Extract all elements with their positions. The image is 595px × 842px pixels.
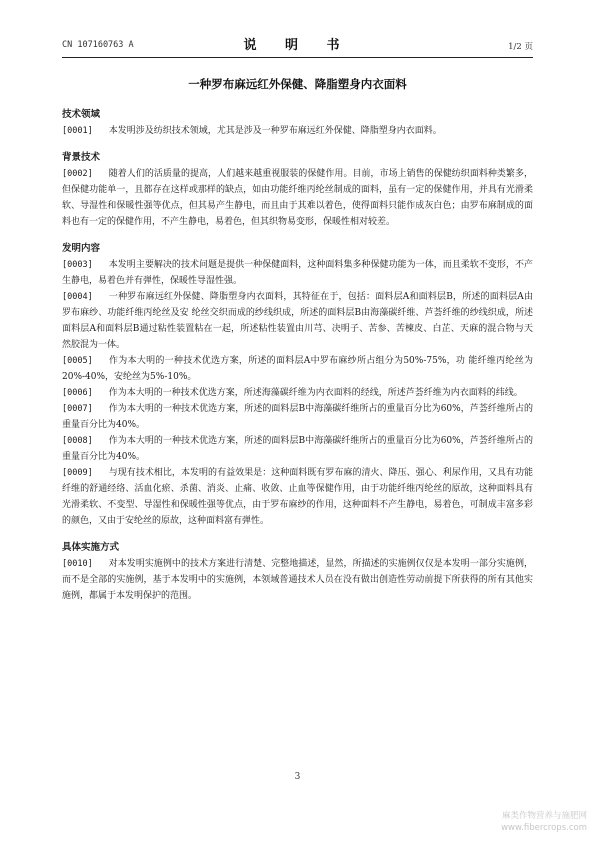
section-background xyxy=(62,151,533,230)
page-header xyxy=(62,38,533,56)
paragraph-text: 与现有技术相比，本发明的有益效果是：这种面料既有罗布麻的清火、降压、强心、利尿作用，又具有功能纤维的舒通经络、活血化瘀、杀菌、消炎、止痛、收敛、止血等保健作用，由于功能纤维丙纶丝的原故，这种面料具有光滑柔软、不变型、导湿性和保暖性强等优点，由于罗布麻纱的作用，这种面料不产生静电，易着色，可制成丰富多彩的颜色，又由于安纶丝的原故，这种面料富有弹性。 xyxy=(62,468,533,526)
document-number: CN 107160763 A xyxy=(62,40,134,50)
section-heading: 背景技术 xyxy=(62,152,101,163)
watermark-line-2: www.fibercrops.com xyxy=(501,823,587,833)
paragraph xyxy=(62,289,533,353)
section-heading: 技术领域 xyxy=(62,109,101,120)
document-type: 说 明 书 xyxy=(243,38,352,53)
document-body xyxy=(62,108,533,604)
paragraph-number: [0007] xyxy=(62,404,93,414)
paragraph-text: 作为本大明的一种技术优选方案，所述的面料层A中罗布麻纱所占组分为50%-75%，功 能纤维丙纶丝为20%-40%，安纶丝为5%-10%。 xyxy=(62,356,533,382)
paragraph-number: [0010] xyxy=(62,559,93,569)
section-heading: 发明内容 xyxy=(62,243,101,254)
paragraph xyxy=(62,385,533,401)
paragraph-number: [0001] xyxy=(62,126,93,136)
paragraph xyxy=(62,433,533,465)
paragraph xyxy=(62,257,533,289)
paragraph xyxy=(62,123,533,139)
paragraph-number: [0005] xyxy=(62,356,93,366)
paragraph-text: 对本发明实施例中的技术方案进行清楚、完整地描述，显然，所描述的实施例仅仅是本发明一部分实施例，而不是全部的实施例，基于本发明中的实施例，本领域普通技术人员在没有做出创造性劳动前提下所获得的所有其他实施例，都属于本发明保护的范围。 xyxy=(62,559,533,601)
paragraph xyxy=(62,465,533,529)
section-embodiments xyxy=(62,541,533,604)
paragraph-text: 本发明主要解决的技术问题是提供一种保健面料，这种面料集多种保健功能为一体，而且柔软不变形，不产生静电，易着色并有弹性，保暖性导湿性强。 xyxy=(62,260,533,286)
paragraph-number: [0008] xyxy=(62,436,93,446)
page-indicator: 1/2 页 xyxy=(508,42,533,52)
paragraph xyxy=(62,353,533,385)
paragraph-text: 本发明涉及纺织技术领域，尤其是涉及一种罗布麻远红外保健、降脂塑身内衣面料。 xyxy=(108,126,442,136)
document-title: 一种罗布麻远红外保健、降脂塑身内衣面料 xyxy=(188,77,407,91)
section-heading: 具体实施方式 xyxy=(62,542,120,553)
paragraph xyxy=(62,166,533,230)
paragraph-number: [0004] xyxy=(62,292,93,302)
paragraph xyxy=(62,556,533,604)
watermark xyxy=(501,810,587,834)
paragraph-text: 作为本大明的一种技术优选方案，所述海藻碳纤维为内衣面料的经线，所述芦荟纤维为内衣面料的纬线。 xyxy=(108,388,523,398)
header-rule xyxy=(62,57,533,58)
paragraph-text: 作为本大明的一种技术优选方案，所述的面料层B中海藻碳纤维所占的重量百分比为60%，芦荟纤维所占的重量百分比为40%。 xyxy=(62,404,533,430)
paragraph-number: [0002] xyxy=(62,169,93,179)
paragraph-text: 随着人们的活质量的提高，人们越来越重视服装的保健作用。目前，市场上销售的保健纺织面料种类繁多，但保健功能单一，且都存在这样或那样的缺点，如由功能纤维丙纶丝制成的面料，虽有一定的保健作用，并具有光滑柔软、导湿性和保暖性强等优点，但其易产生静电，而且由于其难以着色，使得面料只能作成灰白色；由罗布麻制成的面料也有一定的保健作用，不产生静电，易着色，但其织物易变形，保暖性相对较差。 xyxy=(62,169,533,227)
page-number: 3 xyxy=(294,772,301,782)
section-technical-field xyxy=(62,108,533,139)
paragraph-number: [0003] xyxy=(62,260,93,270)
section-summary xyxy=(62,242,533,529)
paragraph-text: 一种罗布麻远红外保健、降脂塑身内衣面料，其特征在于，包括：面料层A和面料层B，所述的面料层A由罗布麻纱、功能纤维丙纶丝及安 纶丝交织而成的纱线织成，所述的面料层B由海藻碳纤维、芦荟纤维的纱线织成，所述面料层A和面料层B通过粘性装置粘在一起，所述粘性装置由川芎、决明子、苦参、苦楝皮、白芷、天麻的混合物与天然胶混为一体。 xyxy=(62,292,533,350)
paragraph-number: [0006] xyxy=(62,388,93,398)
paragraph-number: [0009] xyxy=(62,468,93,478)
paragraph-text: 作为本大明的一种技术优选方案，所述的面料层B中海藻碳纤维所占的重量百分比为60%，芦荟纤维所占的重量百分比为40%。 xyxy=(62,436,533,462)
watermark-line-1: 麻类作物营养与施肥网 xyxy=(501,811,587,821)
paragraph xyxy=(62,401,533,433)
